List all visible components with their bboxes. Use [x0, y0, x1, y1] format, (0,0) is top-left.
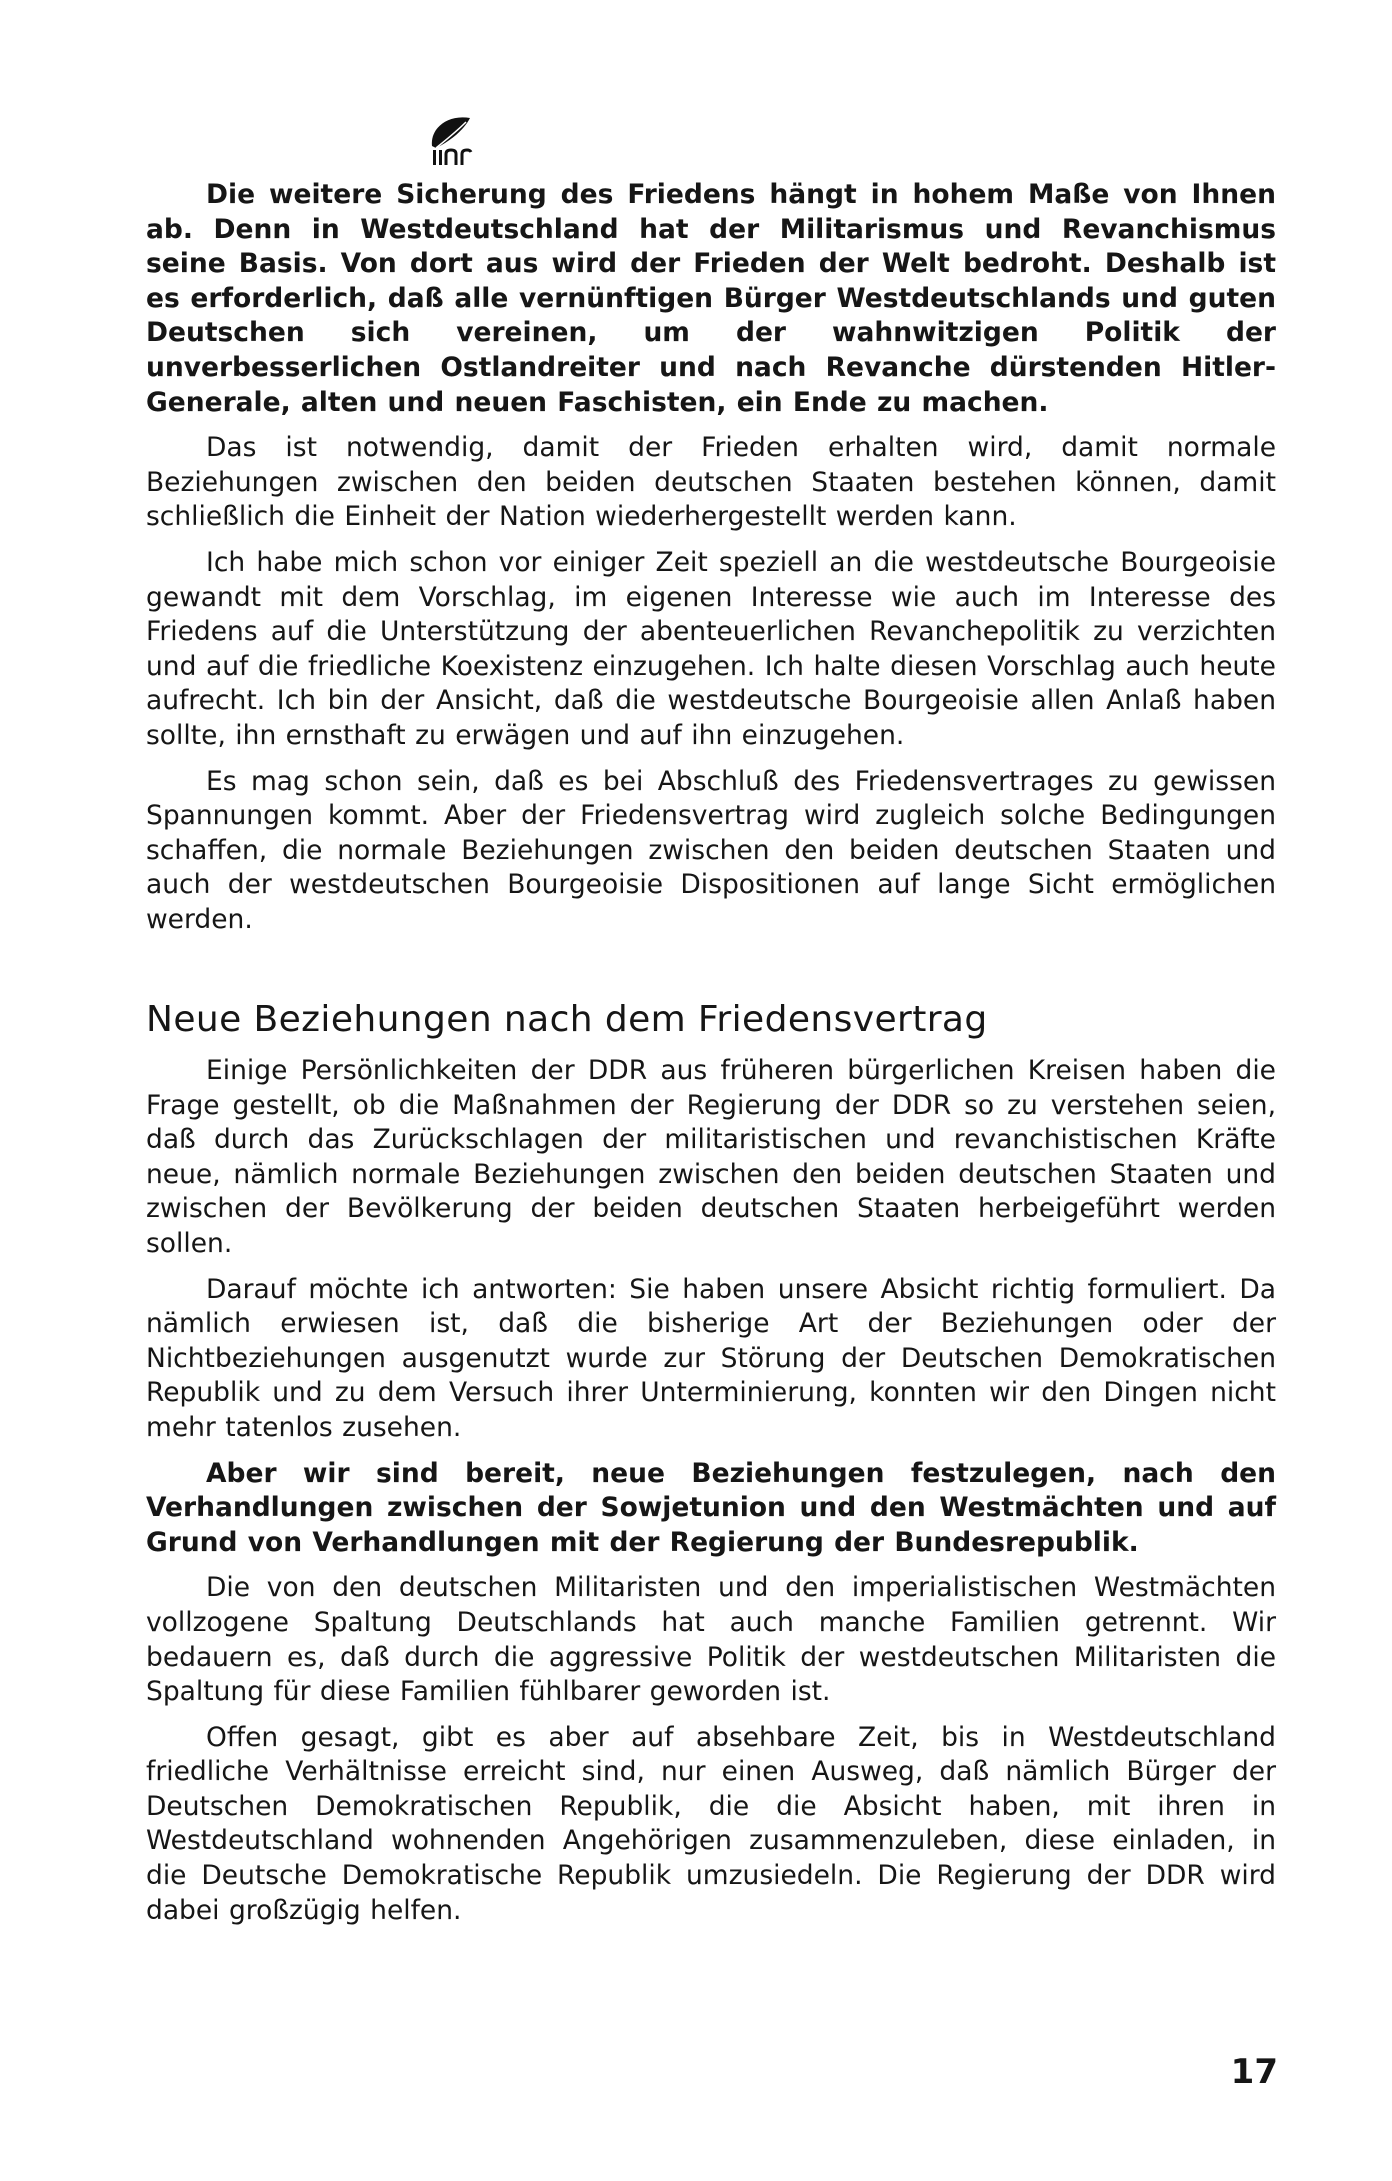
section-paragraphs [146, 1054, 1276, 1928]
paragraph-3: Ich habe mich schon vor einiger Zeit speziell an die westdeutsche Bourgeoisie gewandt mit dem Vorschlag, im eigenen Interesse wie auch im Interesse des Friedens auf die Unterstützung der abenteuerlichen Revanchepolitik zu verzichten und auf die friedliche Koexistenz einzugehen. Ich halte diesen Vorschlag auch heute aufrecht. Ich bin der Ansicht, daß die westdeutsche Bourgeoisie allen Anlaß haben sollte, ihn ernsthaft zu erwägen und auf ihn einzugehen. [146, 546, 1276, 751]
intro-paragraphs [146, 178, 1276, 937]
paragraph-4: Es mag schon sein, daß es bei Abschluß des Friedensvertrages zu gewissen Spannungen kommt. Aber der Friedensvertrag wird zugleich solche Bedingungen schaffen, die normale Beziehungen zwischen den beiden deutschen Staaten und auch der westdeutschen Bourgeoisie Dispositionen auf lange Sicht ermöglichen werden. [146, 765, 1276, 935]
section-paragraph-5: Offen gesagt, gibt es aber auf absehbare Zeit, bis in Westdeutschland friedliche Verhältnisse erreicht sind, nur einen Ausweg, daß nämlich Bürger der Deutschen Demokratischen Republik, die die Absicht haben, mit ihren in Westdeutschland wohnenden Angehörigen zusammenzuleben, diese einladen, in die Deutsche Demokratische Republik umzusiedeln. Die Regierung der DDR wird dabei großzügig helfen. [146, 1721, 1276, 1926]
leaf-ornament-icon [426, 112, 506, 168]
section-heading: Neue Beziehungen nach dem Friedensvertrag [146, 999, 988, 1040]
section-paragraph-4: Die von den deutschen Militaristen und den imperialistischen Westmächten vollzogene Spaltung Deutschlands hat auch manche Familien getrennt. Wir bedauern es, daß durch die aggressive Politik der westdeutschen Militaristen die Spaltung für diese Familien fühlbarer geworden ist. [146, 1572, 1276, 1708]
section-paragraph-1: Einige Persönlichkeiten der DDR aus früheren bürgerlichen Kreisen haben die Frage gestellt, ob die Maßnahmen der Regierung der DDR so zu verstehen seien, daß durch das Zurückschlagen der militaristischen und revanchistischen Kräfte neue, nämlich normale Beziehungen zwischen den beiden deutschen Staaten und zwischen der Bevölkerung der beiden deutschen Staaten herbeigeführt werden sollen. [146, 1055, 1276, 1259]
paragraph-2: Das ist notwendig, damit der Frieden erhalten wird, damit normale Beziehungen zwischen den beiden deutschen Staaten bestehen können, damit schließlich die Einheit der Nation wiederhergestellt werden kann. [146, 432, 1276, 533]
page-number: 17 [1230, 2052, 1278, 2092]
section-paragraph-2: Darauf möchte ich antworten: Sie haben unsere Absicht richtig formuliert. Da nämlich erwiesen ist, daß die bisherige Art der Beziehungen oder der Nichtbeziehungen ausgenutzt wurde zur Störung der Deutschen Demokratischen Republik und zu dem Versuch ihrer Unterminierung, konnten wir den Dingen nicht mehr tatenlos zusehen. [146, 1273, 1276, 1443]
section-paragraph-3: Aber wir sind bereit, neue Beziehungen festzulegen, nach den Verhandlungen zwischen der Sowjetunion und den Westmächten und auf Grund von Verhandlungen mit der Regierung der Bundesrepublik. [146, 1457, 1276, 1558]
paragraph-1: Die weitere Sicherung des Friedens hängt in hohem Maße von Ihnen ab. Denn in Westdeutschland hat der Militarismus und Revanchismus seine Basis. Von dort aus wird der Frieden der Welt bedroht. Deshalb ist es erforderlich, daß alle vernünftigen Bürger Westdeutschlands und guten Deutschen sich vereinen, um der wahnwitzigen Politik der unverbesserlichen Ostlandreiter und nach Revanche dürstenden Hitler-Generale, alten und neuen Faschisten, ein Ende zu machen. [146, 179, 1276, 418]
